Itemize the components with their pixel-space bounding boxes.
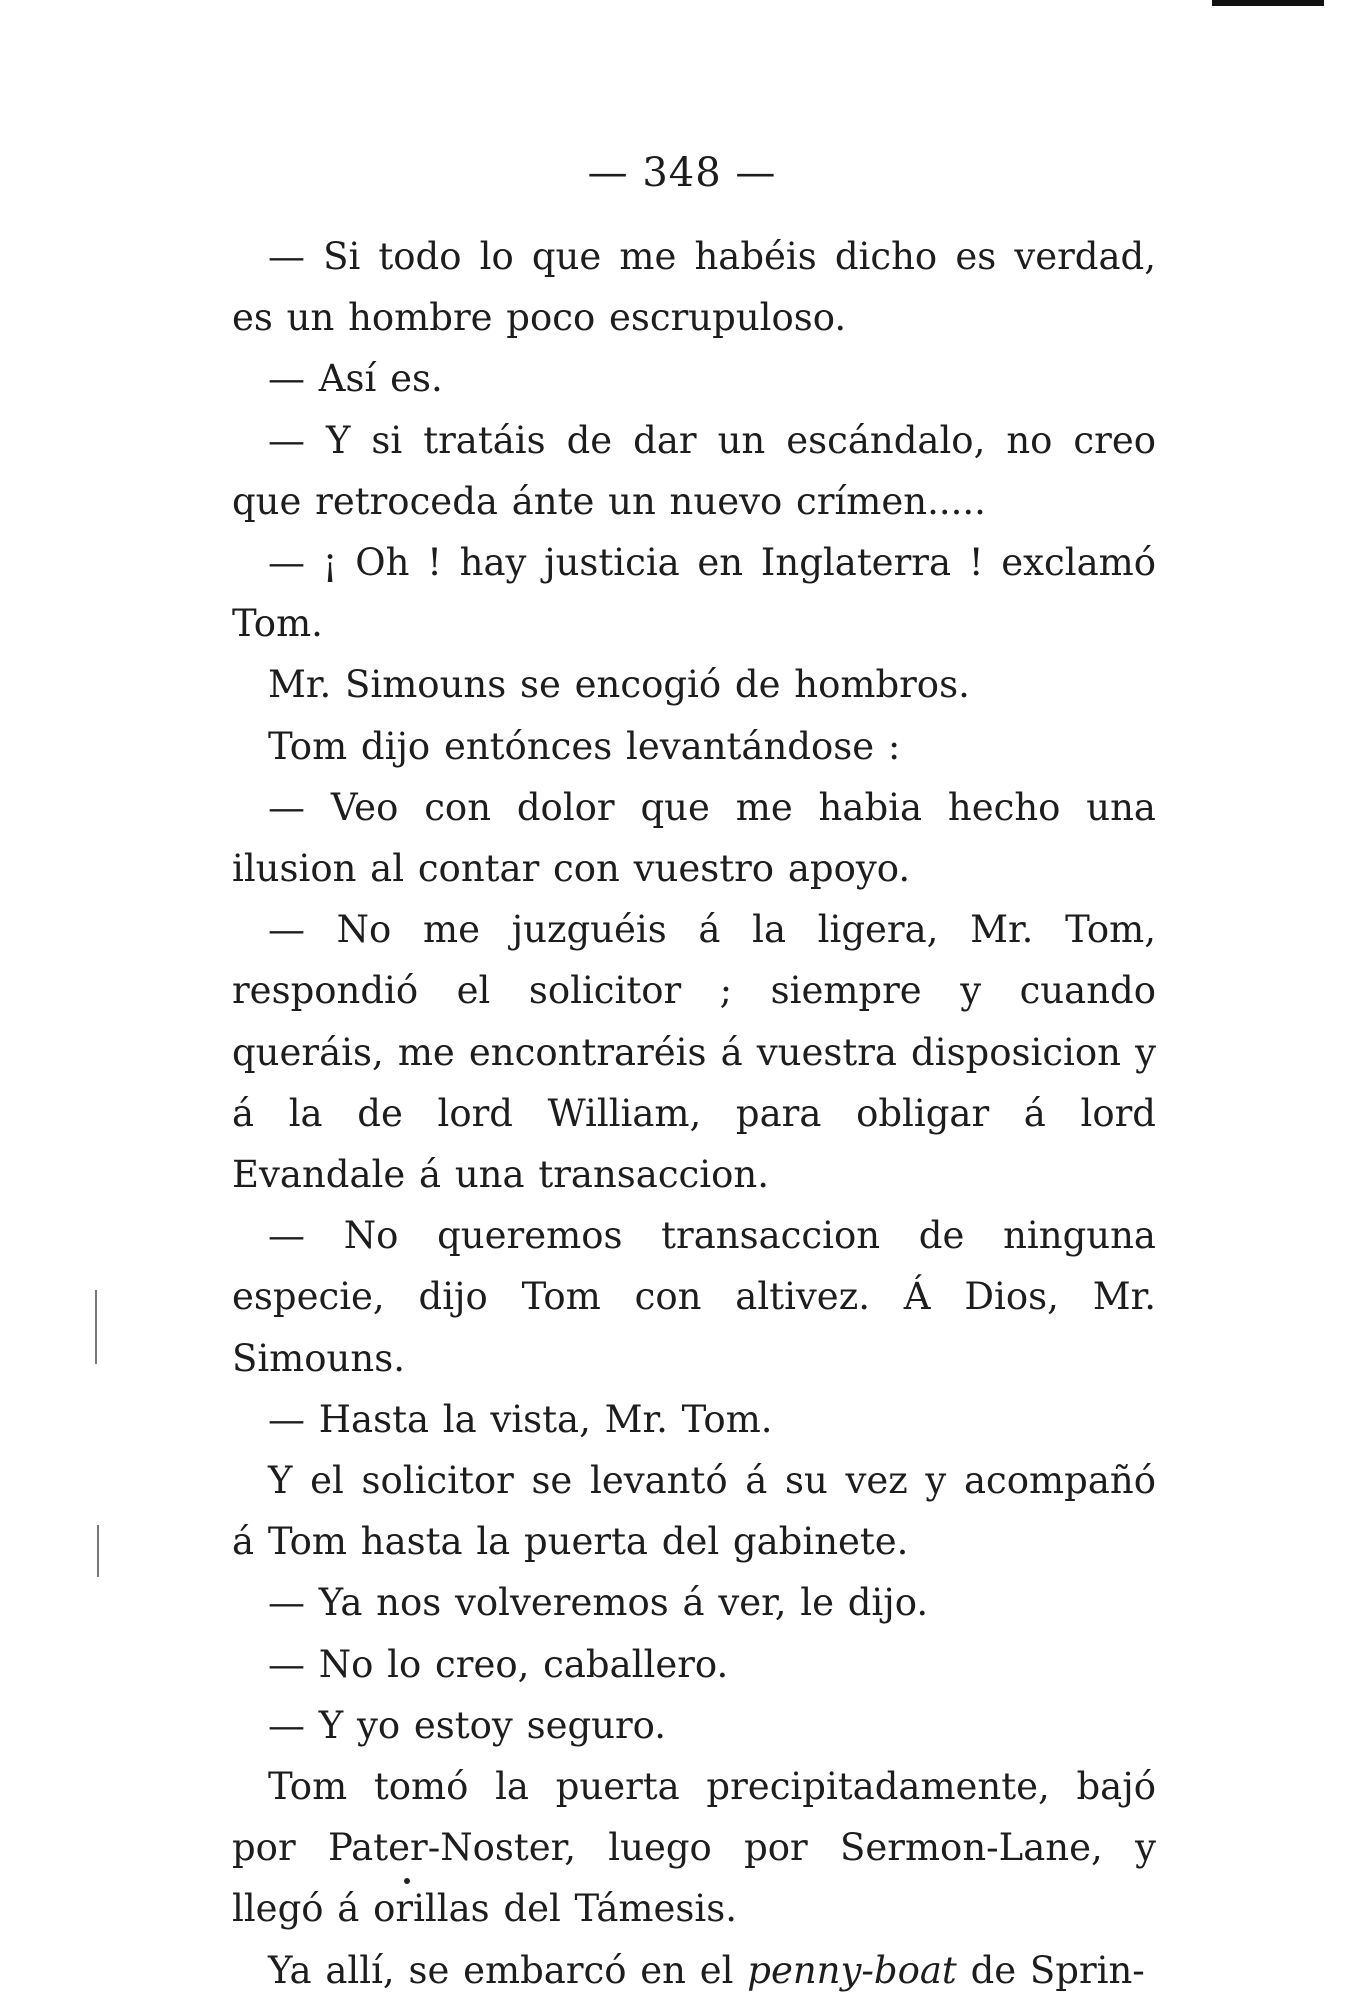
paragraph-8: — No me juzguéis á la ligera, Mr. Tom, respondió el solicitor ; siempre y cuando queráis, me encontraréis á vuestra disposicion y á la de lord William, para obligar á lord Evandale á una transaccion. <box>232 908 1156 1197</box>
paragraph-16-end: de Sprin- <box>956 1948 1145 1992</box>
top-rule <box>1212 0 1324 6</box>
page-number: — 348 — <box>587 150 777 196</box>
margin-mark <box>95 1290 97 1364</box>
paragraph-16 <box>232 1940 1156 2001</box>
paragraph-3: — Y si tratáis de dar un escándalo, no creo que retroceda ánte un nuevo crímen..... <box>232 418 1156 523</box>
paragraph-5: Mr. Simouns se encogió de hombros. <box>268 663 970 707</box>
paragraph-12: — Ya nos volveremos á ver, le dijo. <box>268 1581 929 1625</box>
body-text <box>232 226 1156 2001</box>
paragraph-16-start: Ya allí, se embarcó en el <box>268 1948 748 1992</box>
paragraph-6: Tom dijo entónces levantándose : <box>268 724 901 768</box>
paragraph-11: Y el solicitor se levantó á su vez y acompañó á Tom hasta la puerta del gabinete. <box>232 1459 1156 1564</box>
italic-term: penny-boat <box>747 1948 957 1992</box>
ink-speck <box>404 1878 410 1884</box>
paragraph-13: — No lo creo, caballero. <box>268 1642 729 1686</box>
paragraph-14: — Y yo estoy seguro. <box>268 1703 667 1747</box>
paragraph-7: — Veo con dolor que me habia hecho una ilusion al contar con vuestro apoyo. <box>232 785 1156 891</box>
paragraph-10: — Hasta la vista, Mr. Tom. <box>268 1397 773 1441</box>
paragraph-15: Tom tomó la puerta precipitadamente, bajó por Pater-Noster, luego por Sermon-Lane, y llegó á orillas del Támesis. <box>232 1765 1156 1931</box>
paragraph-4: — ¡ Oh ! hay justicia en Inglaterra ! exclamó Tom. <box>232 541 1156 646</box>
paragraph-2: — Así es. <box>268 357 443 401</box>
paragraph-9: — No queremos transaccion de ninguna especie, dijo Tom con altivez. Á Dios, Mr. Simouns. <box>232 1214 1156 1380</box>
margin-mark <box>97 1525 99 1577</box>
paragraph-1: — Si todo lo que me habéis dicho es verdad, es un hombre poco escrupuloso. <box>232 235 1156 340</box>
